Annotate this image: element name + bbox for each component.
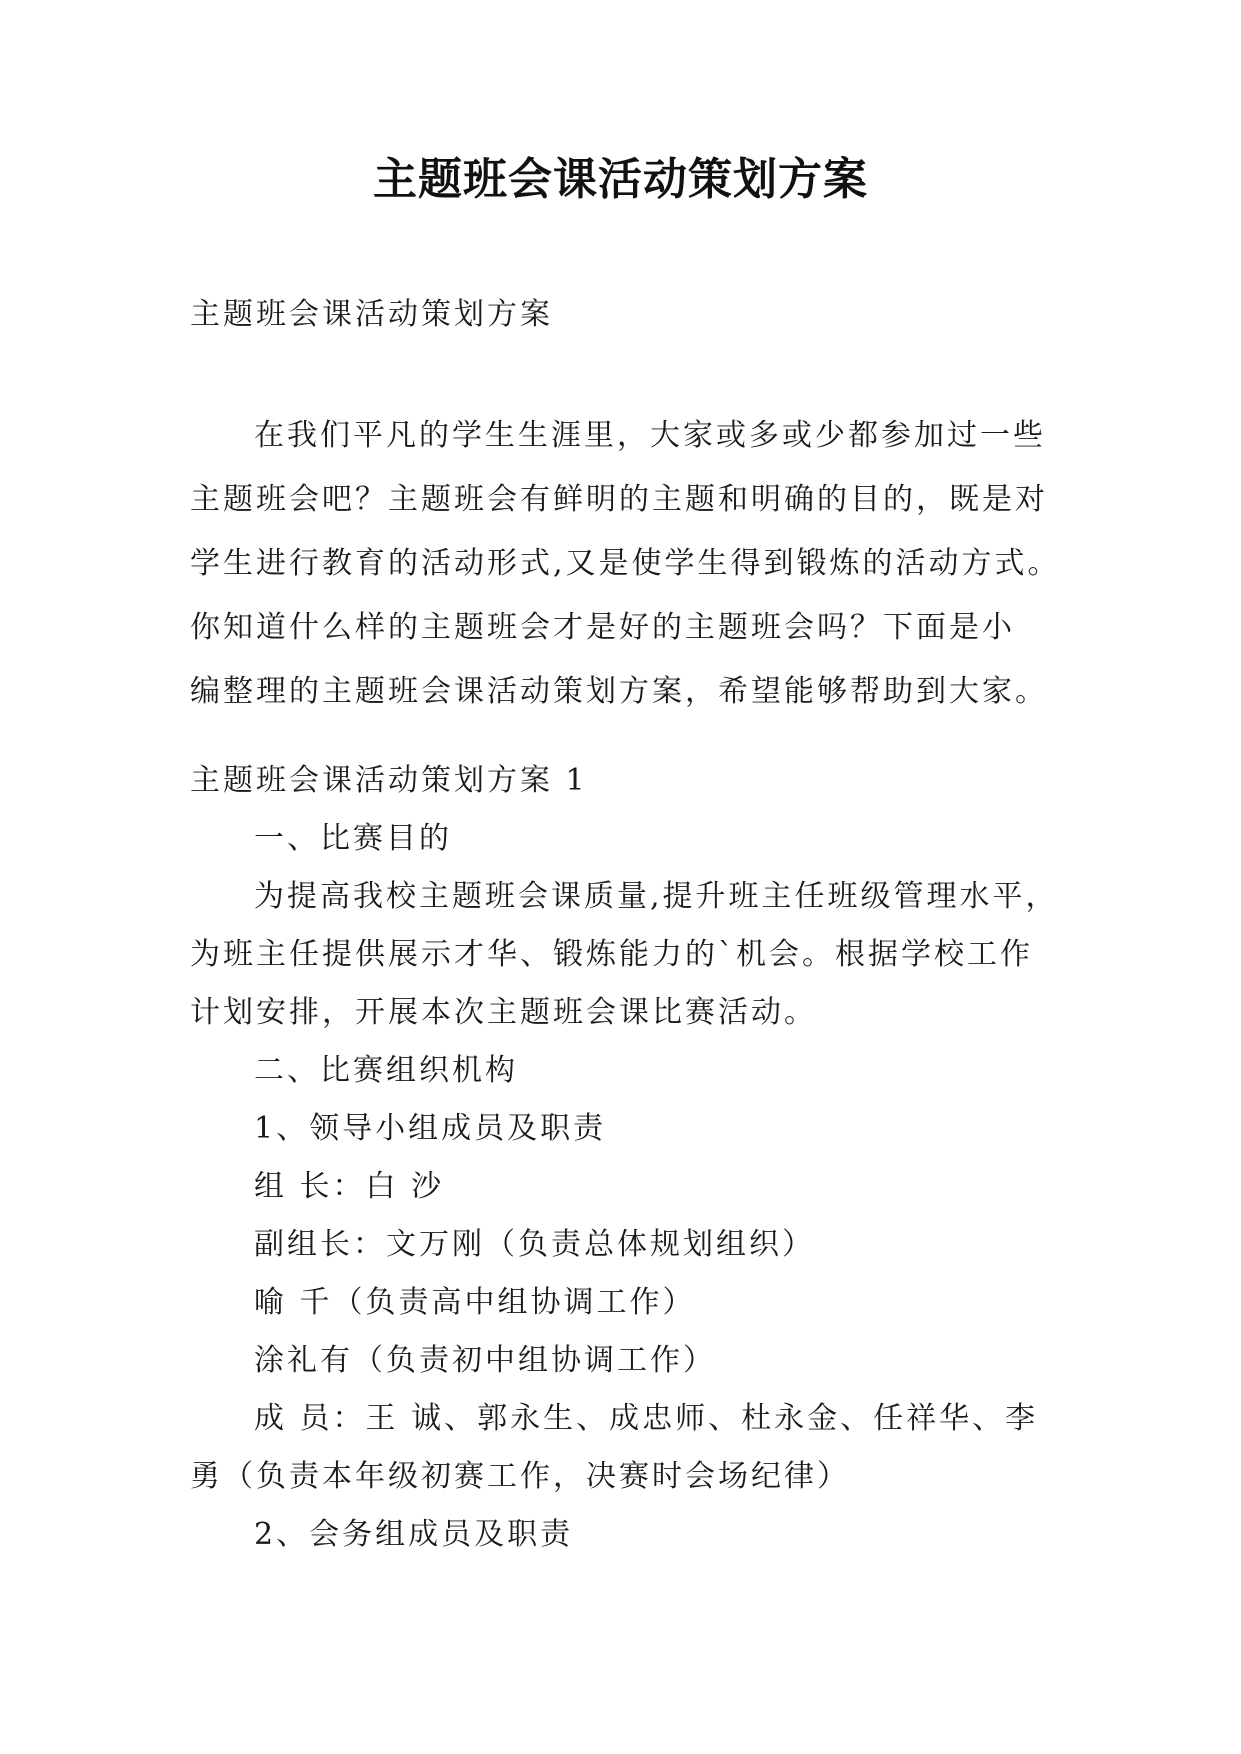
document-title: 主题班会课活动策划方案: [373, 154, 868, 205]
member-line: 成 员：王 诚、郭永生、成忠师、杜永金、任祥华、李: [254, 1401, 1039, 1436]
member-line: 勇（负责本年级初赛工作，决赛时会场纪律）: [190, 1459, 850, 1494]
paragraph-line: 计划安排，开展本次主题班会课比赛活动。: [190, 995, 817, 1030]
member-line: 喻 千（负责高中组协调工作）: [254, 1285, 696, 1320]
intro-line: 在我们平凡的学生生涯里，大家或多或少都参加过一些: [254, 418, 1046, 453]
intro-line: 主题班会吧？主题班会有鲜明的主题和明确的目的，既是对: [190, 482, 1048, 517]
intro-line: 你知道什么样的主题班会才是好的主题班会吗？下面是小: [190, 610, 1015, 645]
paragraph-line: 为提高我校主题班会课质量,提升班主任班级管理水平，: [254, 879, 1059, 914]
intro-line: 编整理的主题班会课活动策划方案，希望能够帮助到大家。: [190, 674, 1048, 709]
member-line: 副组长：文万刚（负责总体规划组织）: [254, 1227, 815, 1262]
section-heading: 一、比赛目的: [254, 821, 452, 856]
subsection-heading: 1、领导小组成员及职责: [254, 1111, 607, 1146]
document-subtitle: 主题班会课活动策划方案: [190, 297, 553, 332]
section-heading: 二、比赛组织机构: [254, 1053, 518, 1088]
paragraph-line: 为班主任提供展示才华、锻炼能力的`机会。根据学校工作: [190, 937, 1033, 972]
member-line: 涂礼有（负责初中组协调工作）: [254, 1343, 716, 1378]
subsection-heading: 2、会务组成员及职责: [254, 1517, 574, 1552]
intro-paragraph: [190, 404, 1070, 724]
intro-line: 学生进行教育的活动形式,又是使学生得到锻炼的活动方式。: [190, 546, 1061, 581]
member-line: 组 长：白 沙: [254, 1169, 445, 1204]
plan-heading: 主题班会课活动策划方案 1: [190, 763, 588, 798]
plan-body: [190, 810, 1070, 1564]
